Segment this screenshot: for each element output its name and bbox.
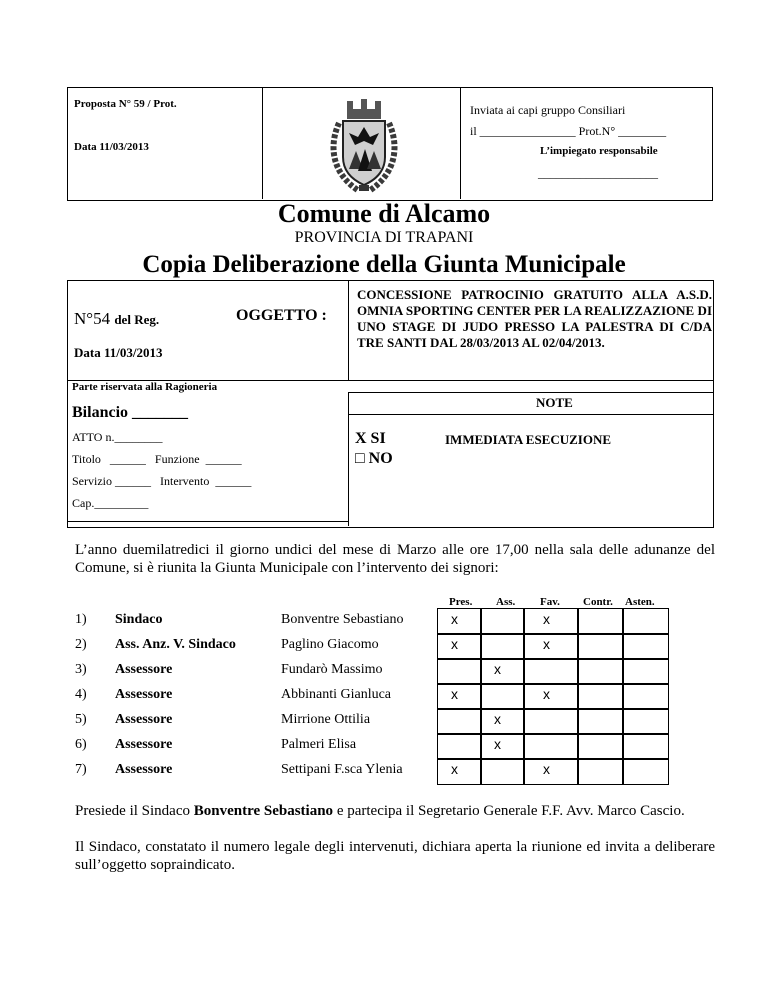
member-role: Assessore (115, 712, 173, 727)
vote-cell (622, 733, 669, 760)
vote-cell (480, 708, 525, 735)
vote-cell (577, 633, 624, 660)
vote-cell (437, 758, 482, 785)
col-ass: Ass. (496, 596, 516, 608)
titolo-row: Titolo ______ Funzione ______ (72, 452, 242, 466)
vote-mark: x (543, 636, 550, 652)
vote-cell (622, 683, 669, 710)
vote-cell (480, 608, 525, 635)
coat-of-arms-icon (325, 93, 403, 197)
vote-cell (577, 683, 624, 710)
vote-cell (523, 733, 579, 760)
col-fav: Fav. (540, 596, 560, 608)
vote-cell (437, 608, 482, 635)
impiegato-label: L’impiegato responsabile (540, 145, 658, 157)
vote-cell (577, 733, 624, 760)
copia-title: Copia Deliberazione della Giunta Municipale (142, 251, 626, 278)
vote-cell (523, 633, 579, 660)
provincia-title: PROVINCIA DI TRAPANI (294, 229, 474, 246)
oggetto-text: CONCESSIONE PATROCINIO GRATUITO ALLA A.S.D. OMNIA SPORTING CENTER PER LA REALIZZAZIONE DI UNO STAGE DI JUDO PRESSO LA PALESTRA DI C/DA TRE SANTI DAL 28/03/2013 AL 02/04/2013. (357, 287, 712, 350)
si-option: X SI (355, 430, 386, 447)
vote-cell (577, 658, 624, 685)
note-label: NOTE (536, 395, 573, 410)
comune-title: Comune di Alcamo (277, 199, 491, 228)
member-role: Assessore (115, 687, 173, 702)
vote-cell (480, 758, 525, 785)
vote-cell (622, 633, 669, 660)
member-name: Paglino Giacomo (281, 637, 379, 652)
servizio-row: Servizio ______ Intervento ______ (72, 474, 252, 488)
member-name: Settipani F.sca Ylenia (281, 762, 403, 777)
ragioneria-label: Parte riservata alla Ragioneria (72, 381, 218, 393)
col-contr: Contr. (583, 596, 613, 608)
intro-paragraph: L’anno duemilatredici il giorno undici del mese di Marzo alle ore 17,00 nella sala delle adunanze del Comune, si è riunita la Giunta Municipale con l’intervento dei signori: (75, 542, 715, 576)
member-role: Sindaco (115, 612, 163, 627)
vote-cell (437, 658, 482, 685)
member-number: 7) (75, 762, 87, 777)
member-number: 4) (75, 687, 87, 702)
member-number: 3) (75, 662, 87, 677)
vote-cell (480, 633, 525, 660)
delibera-number: N°54 del Reg. (74, 309, 160, 328)
vote-cell (480, 658, 525, 685)
member-role: Assessore (115, 762, 173, 777)
vote-cell (622, 658, 669, 685)
member-name: Fundarò Massimo (281, 662, 383, 677)
no-option: □ NO (355, 450, 393, 467)
inviata-label: Inviata ai capi gruppo Consiliari (470, 103, 626, 117)
vote-cell (577, 758, 624, 785)
vote-mark: x (494, 661, 501, 677)
vote-mark: x (494, 711, 501, 727)
vote-cell (480, 683, 525, 710)
member-role: Assessore (115, 737, 173, 752)
vote-cell (577, 708, 624, 735)
vote-mark: x (494, 736, 501, 752)
immediata-label: IMMEDIATA ESECUZIONE (445, 432, 612, 447)
member-number: 5) (75, 712, 87, 727)
vote-cell (437, 683, 482, 710)
bilancio-label: Bilancio _______ (72, 404, 189, 421)
vote-mark: x (451, 761, 458, 777)
vote-mark: x (543, 611, 550, 627)
proposta-date: Data 11/03/2013 (74, 141, 149, 153)
firma-line: ____________________ (538, 166, 658, 180)
vote-mark: x (451, 636, 458, 652)
vote-cell (523, 758, 579, 785)
member-role: Assessore (115, 662, 173, 677)
col-asten: Asten. (625, 596, 655, 608)
proposta-number: Proposta N° 59 / Prot. (74, 98, 177, 110)
member-role: Ass. Anz. V. Sindaco (115, 637, 236, 652)
member-name: Palmeri Elisa (281, 737, 357, 752)
inviata-date-line: il ________________ Prot.N° ________ (470, 124, 667, 138)
vote-cell (437, 708, 482, 735)
member-number: 6) (75, 737, 87, 752)
vote-cell (437, 733, 482, 760)
vote-mark: x (451, 611, 458, 627)
cap-field: Cap._________ (72, 496, 149, 510)
vote-cell (480, 733, 525, 760)
member-name: Mirrione Ottilia (281, 712, 371, 727)
vote-cell (523, 683, 579, 710)
member-number: 2) (75, 637, 87, 652)
member-name: Abbinanti Gianluca (281, 687, 392, 702)
vote-cell (622, 608, 669, 635)
member-number: 1) (75, 612, 87, 627)
vote-cell (523, 708, 579, 735)
vote-cell (523, 608, 579, 635)
presiede-paragraph: Presiede il Sindaco Bonventre Sebastiano e partecipa il Segretario Generale F.F. Avv. Marco Cascio. (75, 803, 685, 819)
vote-mark: x (543, 686, 550, 702)
vote-mark: x (451, 686, 458, 702)
col-pres: Pres. (449, 596, 473, 608)
sindaco-paragraph: Il Sindaco, constatato il numero legale degli intervenuti, dichiara aperta la riunione ed invita a deliberare sull’oggetto sopraindicato. (75, 839, 715, 873)
vote-cell (622, 758, 669, 785)
member-name: Bonventre Sebastiano (281, 612, 404, 627)
vote-mark: x (543, 761, 550, 777)
vote-cell (437, 633, 482, 660)
vote-cell (523, 658, 579, 685)
delibera-date: Data 11/03/2013 (74, 345, 163, 360)
atto-field: ATTO n.________ (72, 430, 163, 444)
vote-cell (577, 608, 624, 635)
oggetto-label: OGGETTO : (236, 307, 327, 324)
vote-cell (622, 708, 669, 735)
